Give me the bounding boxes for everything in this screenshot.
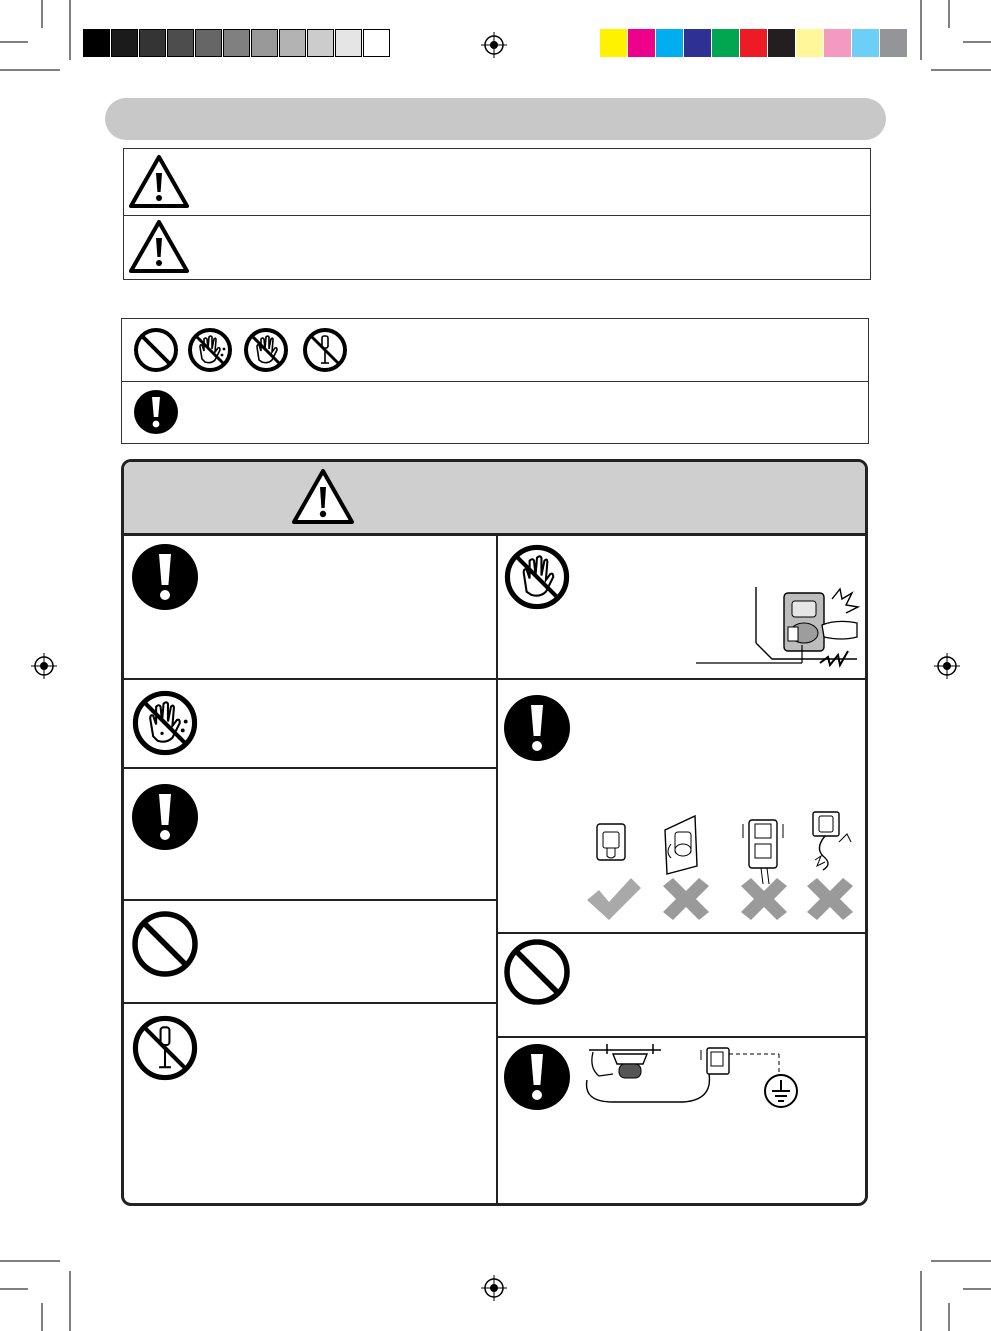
process-swatch xyxy=(852,29,879,57)
no-wet-hands-icon xyxy=(131,689,199,757)
do-not-touch-icon xyxy=(503,543,571,611)
process-swatch xyxy=(796,29,823,57)
header-bar xyxy=(105,98,886,140)
registration-mark-icon xyxy=(934,653,960,679)
gray-swatch xyxy=(139,29,166,57)
gray-swatch xyxy=(279,29,306,57)
process-swatch xyxy=(684,29,711,57)
mandatory-exclamation-icon xyxy=(133,389,179,435)
process-swatch xyxy=(656,29,683,57)
outlet-usage-illustration xyxy=(585,808,860,926)
process-swatch xyxy=(880,29,907,57)
process-swatch xyxy=(768,29,795,57)
gray-swatch xyxy=(111,29,138,57)
mandatory-exclamation-icon xyxy=(503,694,571,762)
registration-mark-icon xyxy=(481,32,507,58)
shared-outlet-icon xyxy=(743,820,783,884)
gray-swatch xyxy=(83,29,110,57)
mandatory-exclamation-icon xyxy=(131,783,199,851)
ng-cross-icon xyxy=(741,878,787,920)
registration-mark-icon xyxy=(481,1275,507,1301)
process-swatch xyxy=(740,29,767,57)
warning-triangle-icon xyxy=(291,468,355,526)
signal-word-table xyxy=(123,148,871,280)
warning-panel-header xyxy=(124,462,865,536)
mandatory-exclamation-icon xyxy=(131,543,199,611)
gray-swatch xyxy=(223,29,250,57)
loose-outlet-icon xyxy=(665,816,697,874)
process-swatch xyxy=(628,29,655,57)
warning-triangle-icon xyxy=(128,219,190,275)
symbol-legend-table xyxy=(121,318,869,444)
ng-cross-icon xyxy=(663,878,709,920)
no-wet-hands-icon xyxy=(187,327,233,373)
compressor-terminal-illustration xyxy=(692,585,862,675)
mandatory-exclamation-icon xyxy=(503,1043,571,1111)
gray-swatch xyxy=(251,29,278,57)
no-disassembly-icon xyxy=(131,1014,199,1082)
process-swatch xyxy=(600,29,627,57)
do-not-touch-icon xyxy=(243,327,289,373)
earth-ground-icon xyxy=(762,1072,800,1110)
ok-check-icon xyxy=(587,878,641,920)
gray-swatch xyxy=(363,29,390,57)
prohibited-circle-icon xyxy=(131,910,199,978)
warning-triangle-icon xyxy=(128,154,190,210)
gray-swatch xyxy=(335,29,362,57)
gray-swatch xyxy=(167,29,194,57)
process-swatch xyxy=(712,29,739,57)
correct-outlet-icon xyxy=(597,824,625,860)
no-disassembly-icon xyxy=(302,327,348,373)
damaged-cord-icon xyxy=(813,812,851,870)
process-swatch xyxy=(824,29,851,57)
prohibited-circle-icon xyxy=(133,327,179,373)
ng-cross-icon xyxy=(807,878,853,920)
prohibited-circle-icon xyxy=(503,938,571,1006)
gray-swatch xyxy=(307,29,334,57)
registration-mark-icon xyxy=(31,653,57,679)
gray-swatch xyxy=(195,29,222,57)
